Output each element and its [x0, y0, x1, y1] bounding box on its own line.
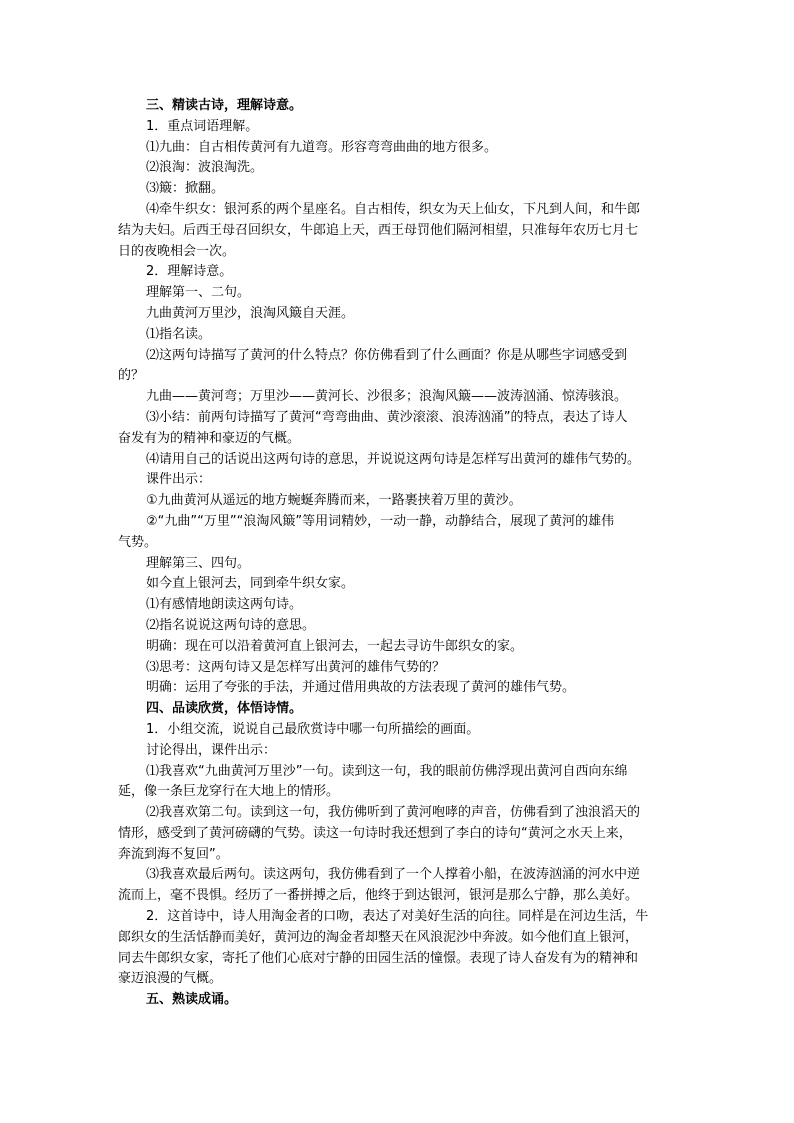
paragraph: ⑷牵牛织女：银河系的两个星座名。自古相传，织女为天上仙女，下凡到人间，和牛郎: [146, 201, 641, 217]
paragraph: 理解第三、四句。: [146, 555, 251, 571]
document-page: [118, 96, 680, 1011]
paragraph: 讨论得出，课件出示：: [146, 742, 277, 758]
paragraph: 气势。: [118, 534, 158, 550]
paragraph: 流而上，毫不畏惧。经历了一番拼搏之后，他终于到达银河，银河是那么宁静，那么美好。: [118, 888, 639, 904]
paragraph: 豪迈浪漫的气概。: [118, 971, 223, 987]
subheading: 2．理解诗意。: [146, 264, 233, 280]
paragraph: 明确：运用了夸张的手法，并通过借用典故的方法表现了黄河的雄伟气势。: [146, 680, 576, 696]
paragraph: 结为夫妇。后西王母召回织女，牛郎追上天，西王母罚他们隔河相望，只准每年农历七月七: [118, 222, 639, 238]
paragraph: 延，像一条巨龙穿行在大地上的情形。: [118, 784, 340, 800]
paragraph: ⑴我喜欢“九曲黄河万里沙”一句。读到这一句，我的眼前仿佛浮现出黄河自西向东绵: [146, 763, 628, 779]
paragraph: 明确：现在可以沿着黄河直上银河去，一起去寻访牛郎织女的家。: [146, 638, 524, 654]
subheading: 1．小组交流，说说自己最欣赏诗中哪一句所描绘的画面。: [146, 721, 480, 737]
paragraph: 日的夜晚相会一次。: [118, 243, 236, 259]
poem-line: 如今直上银河去，同到牵牛织女家。: [146, 576, 355, 592]
section-heading: 三、精读古诗，理解诗意。: [146, 98, 303, 113]
paragraph: 郎织女的生活恬静而美好，黄河边的淘金者却整天在风浪泥沙中奔波。如今他们直上银河，: [118, 929, 639, 945]
paragraph: ⑶我喜欢最后两句。读这两句，我仿佛看到了一个人撑着小船，在波涛汹涌的河水中逆: [146, 867, 641, 883]
paragraph: ⑵这两句诗描写了黄河的什么特点？你仿佛看到了什么画面？你是从哪些字词感受到: [146, 347, 628, 363]
paragraph: 理解第一、二句。: [146, 285, 251, 301]
paragraph: 奔流到海不复回”。: [118, 846, 229, 862]
paragraph: ⑴九曲：自古相传黄河有九道弯。形容弯弯曲曲的地方很多。: [146, 139, 498, 155]
paragraph: ①九曲黄河从遥远的地方蜿蜒奔腾而来，一路裹挟着万里的黄沙。: [146, 493, 522, 509]
section-heading: 五、熟读成诵。: [146, 992, 238, 1008]
paragraph: ⑴有感情地朗读这两句诗。: [146, 597, 303, 613]
paragraph: ⑵浪淘：波浪淘洗。: [146, 160, 264, 176]
paragraph: ⑶小结：前两句诗描写了黄河“弯弯曲曲、黄沙滚滚、浪涛汹涌”的特点，表达了诗人: [146, 409, 628, 425]
poem-line: 九曲黄河万里沙，浪淘风簸自天涯。: [146, 305, 355, 321]
paragraph: ⑵我喜欢第二句。读到这一句，我仿佛听到了黄河咆哮的声音，仿佛看到了浊浪滔天的: [146, 805, 641, 821]
paragraph: ⑴指名读。: [146, 326, 212, 342]
paragraph: 的？: [118, 368, 145, 384]
section-heading: 四、品读欣赏，体悟诗情。: [146, 701, 303, 717]
paragraph: ⑵指名说说这两句诗的意思。: [146, 617, 316, 633]
paragraph: 2．这首诗中，诗人用淘金者的口吻，表达了对美好生活的向往。同样是在河边生活，牛: [146, 909, 649, 925]
paragraph: 奋发有为的精神和豪迈的气概。: [118, 430, 301, 446]
paragraph: ②“九曲”“万里”“浪淘风簸”等用词精妙，一动一静，动静结合，展现了黄河的雄伟: [146, 513, 615, 529]
paragraph: 课件出示：: [146, 472, 212, 488]
paragraph: 同去牛郎织女家，寄托了他们心底对宁静的田园生活的憧憬。表现了诗人奋发有为的精神和: [118, 950, 639, 966]
subheading: 1．重点词语理解。: [146, 118, 259, 134]
paragraph: ⑷请用自己的话说出这两句诗的意思，并说说这两句诗是怎样写出黄河的雄伟气势的。: [146, 451, 641, 467]
paragraph: 九曲——黄河弯；万里沙——黄河长、沙很多；浪淘风簸——波涛汹涌、惊涛骇浪。: [146, 389, 628, 405]
paragraph: 情形，感受到了黄河磅礴的气势。读这一句诗时我还想到了李白的诗句“黄河之水天上来，: [118, 825, 632, 841]
paragraph: ⑶簸：掀翻。: [146, 181, 225, 197]
paragraph: ⑶思考：这两句诗又是怎样写出黄河的雄伟气势的？: [146, 659, 446, 675]
